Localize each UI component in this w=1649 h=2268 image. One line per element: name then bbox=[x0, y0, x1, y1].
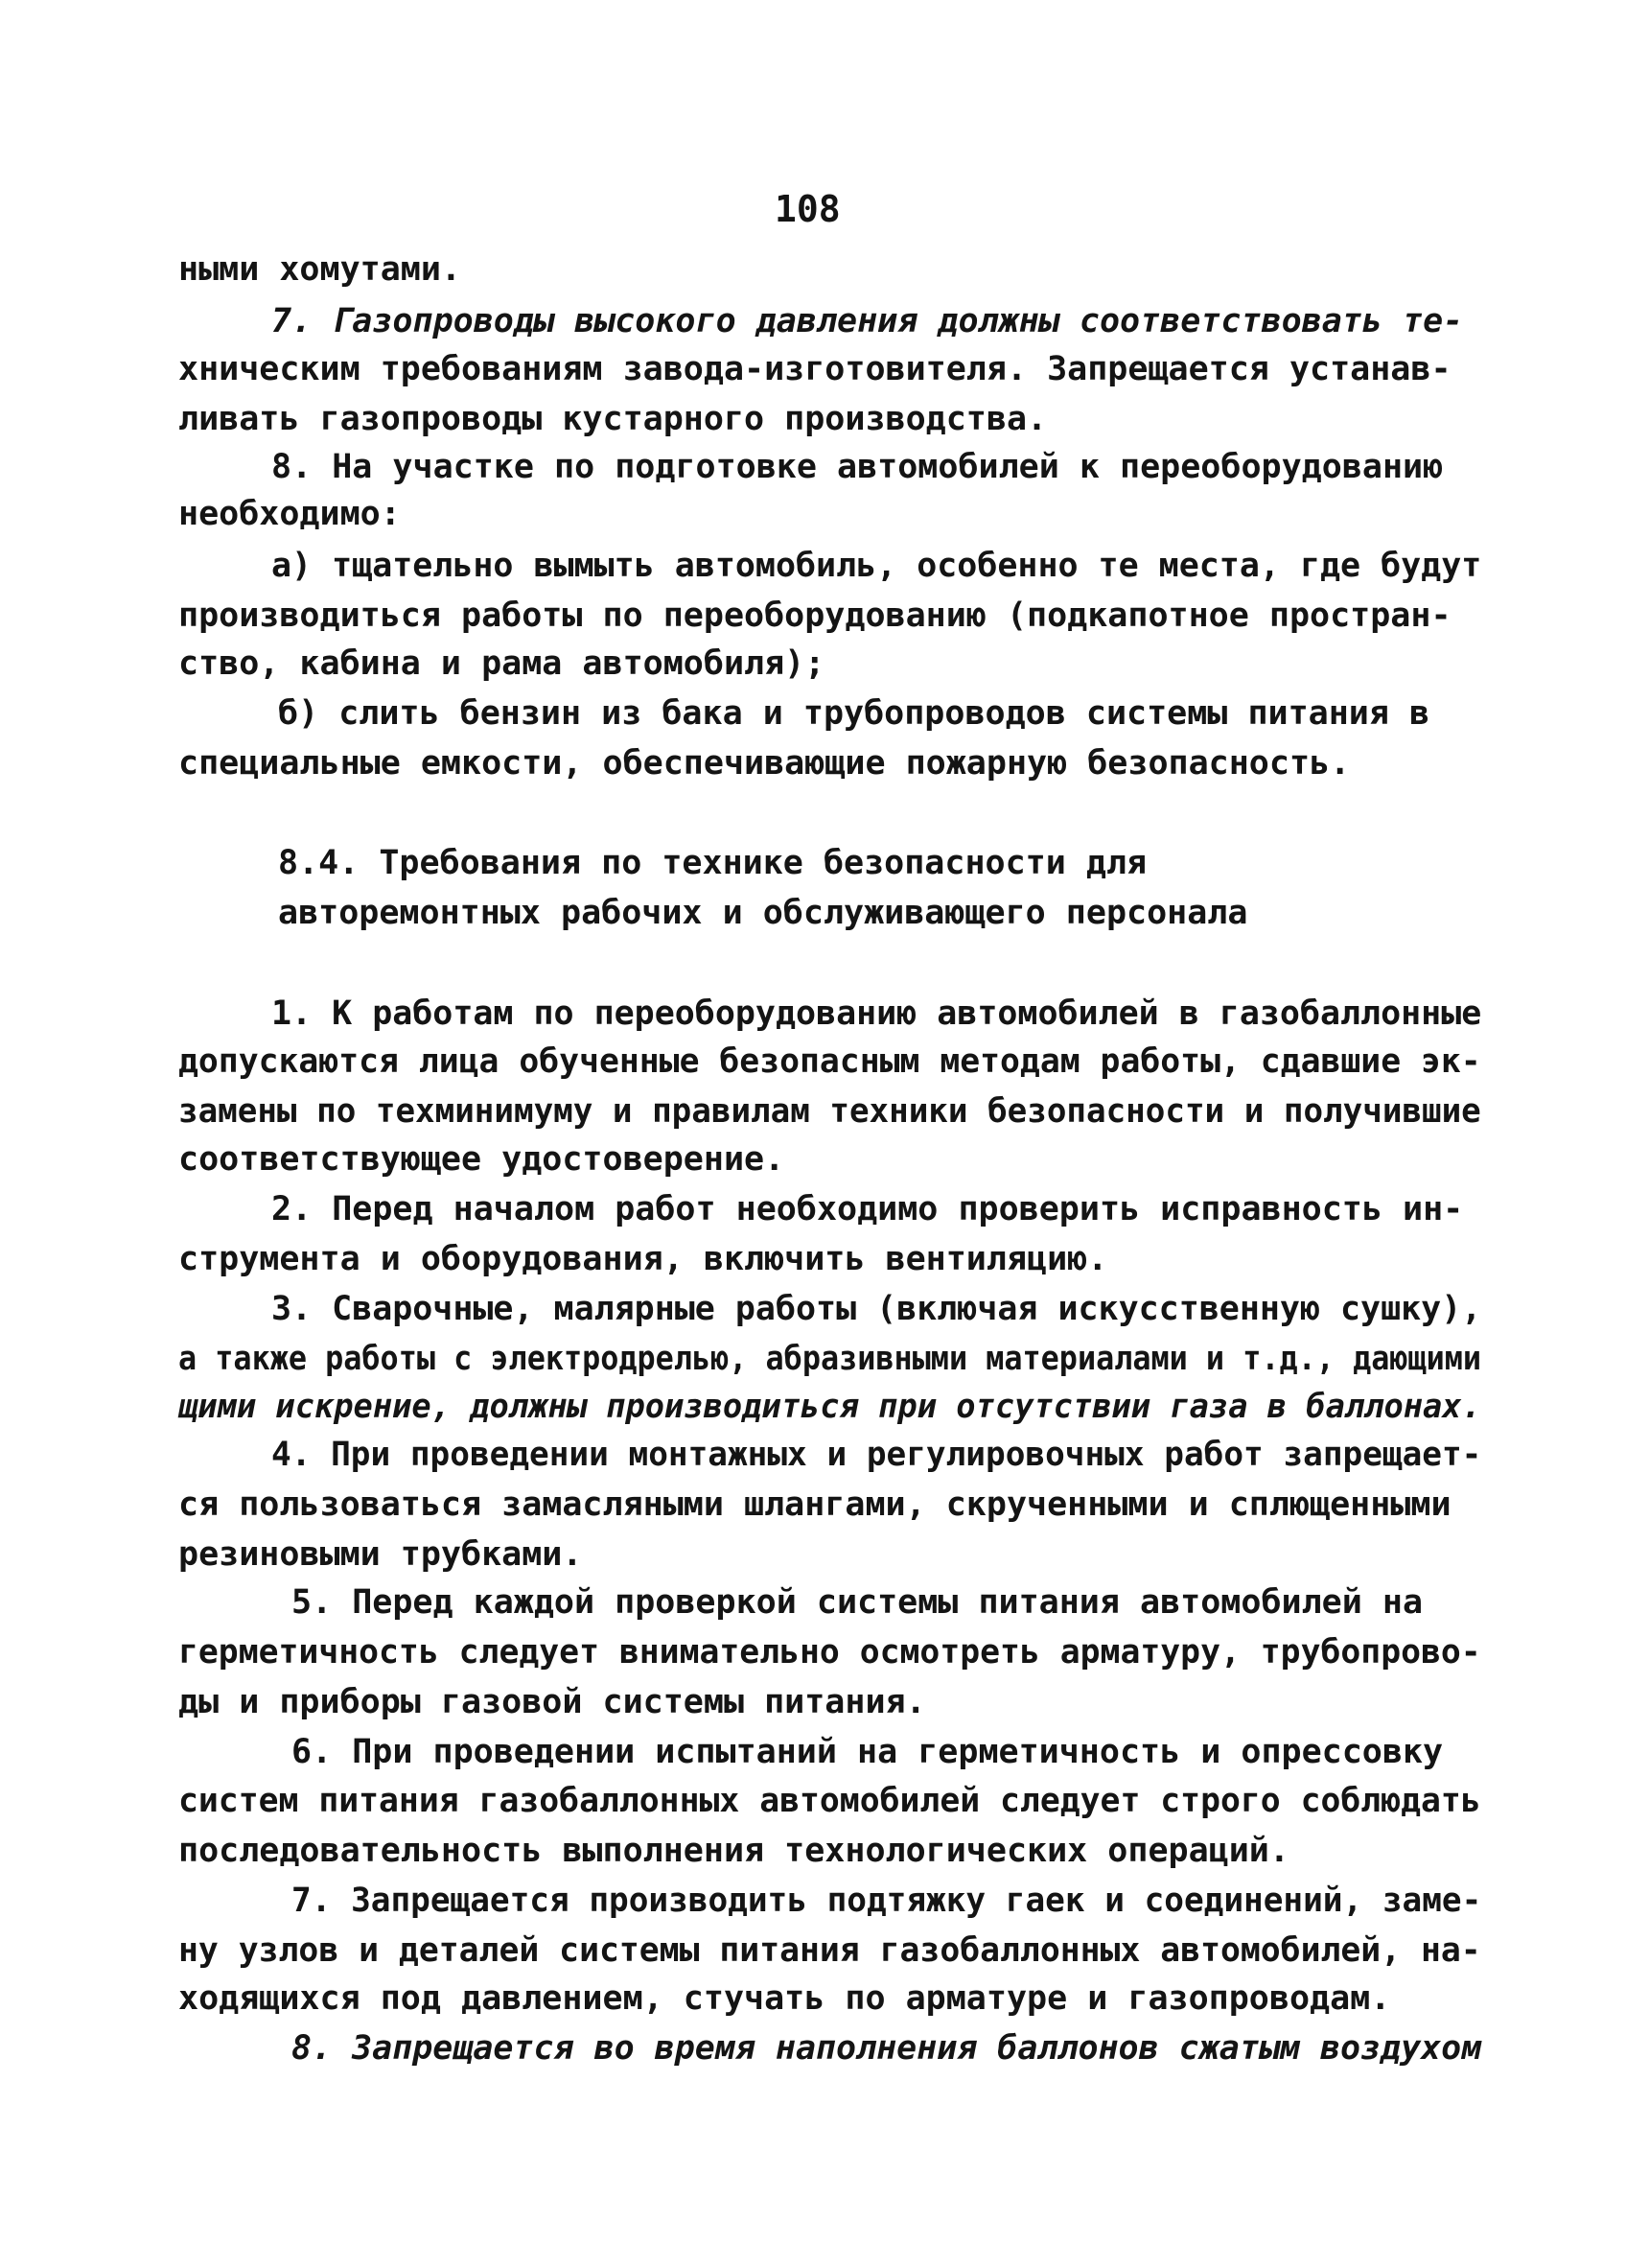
text-line: резиновыми трубками. bbox=[178, 1535, 583, 1574]
page-number: 108 bbox=[775, 188, 841, 230]
text-line: 1. К работам по переоборудованию автомобилей в газобаллонные bbox=[271, 994, 1482, 1033]
text-line: щими искрение, должны производиться при отсутствии газа в баллонах. bbox=[178, 1388, 1481, 1426]
text-line: допускаются лица обученные безопасным методам работы, сдавшие эк- bbox=[178, 1042, 1481, 1081]
text-line: 4. При проведении монтажных и регулировочных работ запрещает- bbox=[271, 1436, 1482, 1474]
text-line: 2. Перед началом работ необходимо проверить исправность ин- bbox=[271, 1190, 1464, 1228]
text-line: ну узлов и деталей системы питания газобаллонных автомобилей, на- bbox=[178, 1931, 1481, 1970]
text-line: ся пользоваться замасляными шлангами, скрученными и сплющенными bbox=[178, 1485, 1452, 1524]
text-line: ными хомутами. bbox=[178, 250, 462, 289]
text-line: 5. Перед каждой проверкой системы питания автомобилей на bbox=[291, 1583, 1424, 1622]
text-line: ство, кабина и рама автомобиля); bbox=[178, 644, 825, 683]
text-line: производиться работы по переоборудованию (подкапотное простран- bbox=[178, 596, 1452, 635]
text-line: последовательность выполнения технологических операций. bbox=[178, 1832, 1289, 1870]
text-line: ходящихся под давлением, стучать по арматуре и газопроводам. bbox=[178, 1979, 1391, 2018]
text-line: 7. Газопроводы высокого давления должны соответствовать те- bbox=[271, 302, 1464, 340]
text-line: соответствующее удостоверение. bbox=[178, 1140, 785, 1179]
text-line: 3. Сварочные, малярные работы (включая искусственную сушку), bbox=[271, 1290, 1482, 1328]
text-line: систем питания газобаллонных автомобилей следует строго соблюдать bbox=[178, 1782, 1481, 1820]
text-line: специальные емкости, обеспечивающие пожарную безопасность. bbox=[178, 744, 1351, 783]
text-line: 7. Запрещается производить подтяжку гаек и соединений, заме- bbox=[291, 1882, 1482, 1920]
text-line: герметичность следует внимательно осмотреть арматуру, трубопрово- bbox=[178, 1633, 1481, 1672]
text-line: 8. Запрещается во время наполнения баллонов сжатым воздухом bbox=[291, 2029, 1482, 2068]
text-line: необходимо: bbox=[178, 495, 401, 533]
text-line: ды и приборы газовой системы питания. bbox=[178, 1683, 926, 1721]
text-line: струмента и оборудования, включить вентиляцию. bbox=[178, 1240, 1108, 1278]
text-line: 8. На участке по подготовке автомобилей к переоборудованию bbox=[271, 448, 1444, 486]
text-line: 6. При проведении испытаний на герметичность и опрессовку bbox=[291, 1733, 1444, 1771]
text-line: б) слить бензин из бака и трубопроводов системы питания в bbox=[278, 694, 1430, 733]
text-line: хническим требованиям завода-изготовителя. Запрещается устанав- bbox=[178, 350, 1452, 388]
text-line: а) тщательно вымыть автомобиль, особенно те места, где будут bbox=[271, 547, 1482, 585]
section-heading: 8.4. Требования по технике безопасности для bbox=[278, 844, 1148, 882]
text-line: ливать газопроводы кустарного производства. bbox=[178, 400, 1048, 438]
text-line: а также работы с электродрелью, абразивными материалами и т.д., дающими bbox=[178, 1340, 1482, 1378]
section-heading: авторемонтных рабочих и обслуживающего персонала bbox=[278, 894, 1248, 932]
text-line: замены по техминимуму и правилам техники безопасности и получившие bbox=[178, 1092, 1481, 1131]
